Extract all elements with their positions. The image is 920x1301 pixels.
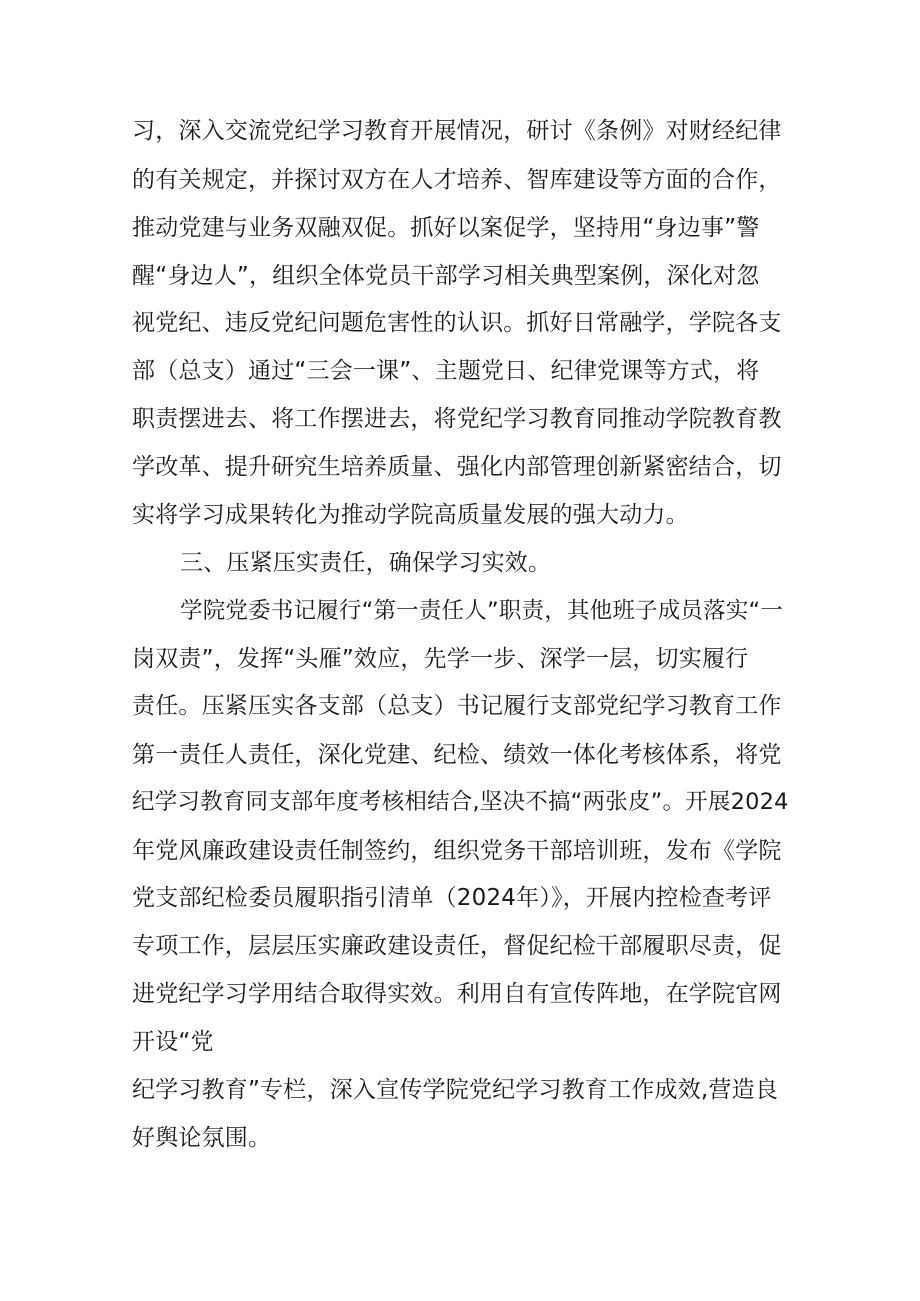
paragraph-line: 责任。压紧压实各支部（总支）书记履行支部党纪学习教育工作 (132, 693, 782, 719)
paragraph-line: 视党纪、违反党纪问题危害性的认识。抓好日常融学，学院各支 (132, 310, 782, 336)
paragraph-line: 实将学习成果转化为推动学院高质量发展的强大动力。 (132, 502, 689, 528)
paragraph-line: 岗双责”，发挥“头雁”效应，先学一步、深学一层，切实履行 (132, 646, 749, 672)
paragraph-line: 好舆论氛围。 (132, 1125, 272, 1151)
paragraph-line: 纪学习教育”专栏，深入宣传学院党纪学习教育工作成效,营造良 (132, 1077, 779, 1103)
paragraph-line: 进党纪学习学用结合取得实效。利用自有宣传阵地，在学院官网 (132, 981, 782, 1007)
paragraph-line: 习，深入交流党纪学习教育开展情况，研讨《条例》对财经纪律 (132, 118, 782, 144)
paragraph-line: 专项工作，层层压实廉政建设责任，督促纪检干部履职尽责，促 (132, 933, 782, 959)
paragraph-line: 职责摆进去、将工作摆进去，将党纪学习教育同推动学院教育教 (132, 406, 782, 432)
paragraph-line: 开设“党 (132, 1029, 214, 1055)
paragraph-line: 学院党委书记履行“第一责任人”职责，其他班子成员落实“一 (180, 598, 784, 624)
paragraph-line: 推动党建与业务双融双促。抓好以案促学，坚持用“身边事”警 (132, 215, 760, 241)
paragraph-line: 年党风廉政建设责任制签约，组织党务干部培训班，发布《学院 (132, 838, 782, 864)
paragraph-line: 的有关规定，并探讨双方在人才培养、智库建设等方面的合作， (132, 167, 782, 193)
paragraph-line: 部（总支）通过“三会一课”、主题党日、纪律党课等方式，将 (132, 358, 760, 384)
paragraph-line: 第一责任人责任，深化党建、纪检、绩效一体化考核体系，将党 (132, 742, 782, 768)
section-heading: 三、压紧压实责任，确保学习实效。 (180, 550, 552, 576)
paragraph-line: 纪学习教育同支部年度考核相结合,坚决不搞“两张皮”。开展2024 (132, 789, 789, 815)
paragraph-line: 党支部纪检委员履职指引清单（2024年）》，开展内控检查考评 (132, 885, 772, 911)
paragraph-line: 学改革、提升研究生培养质量、强化内部管理创新紧密结合，切 (132, 454, 782, 480)
paragraph-line: 醒“身边人”，组织全体党员干部学习相关典型案例，深化对忽 (132, 263, 760, 289)
